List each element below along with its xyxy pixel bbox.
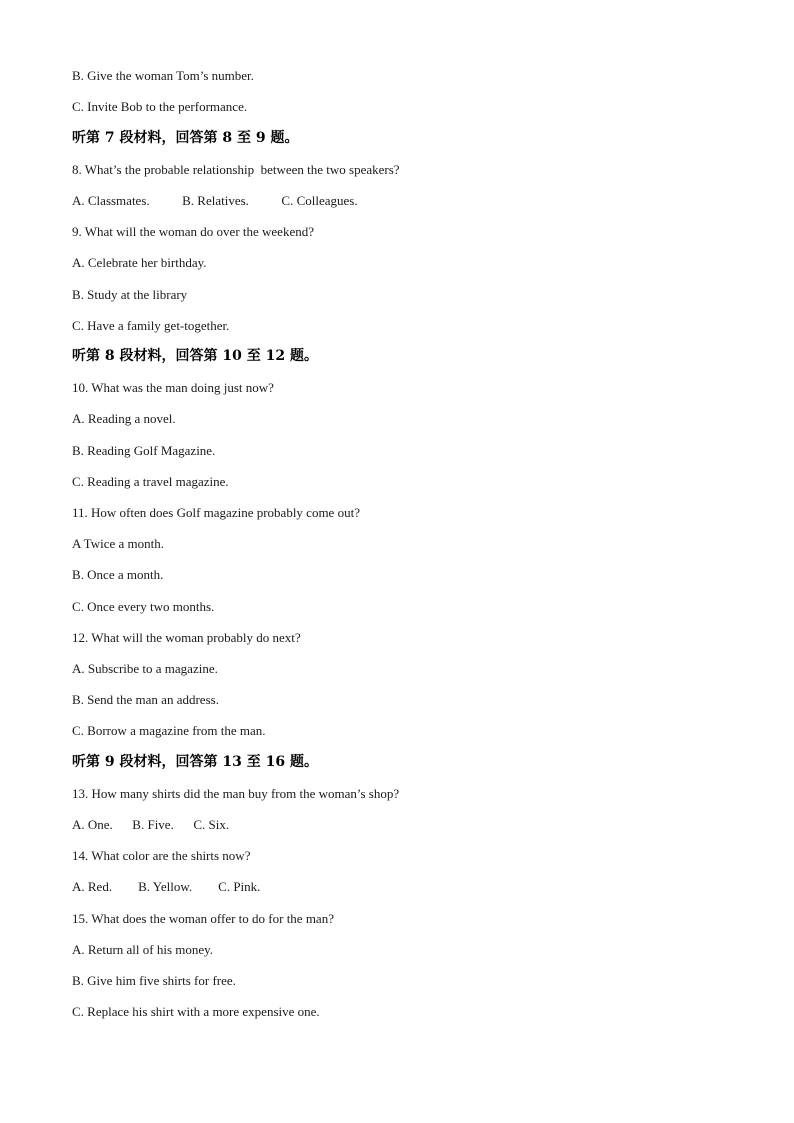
options-q13: A. One. B. Five. C. Six. [72, 817, 230, 832]
option-b-q11: B. Once a month. [72, 567, 164, 582]
section-heading-9: 听第 9 段材料，回答第 13 至 16 题。 [72, 754, 318, 770]
question-12: 12. What will the woman probably do next? [72, 630, 301, 645]
option-c-q10: C. Reading a travel magazine. [72, 474, 229, 489]
option-b-q7: B. Give the woman Tom’s number. [72, 68, 254, 83]
option-a-q10: A. Reading a novel. [72, 411, 176, 426]
option-c-q15: C. Replace his shirt with a more expensive one. [72, 1004, 320, 1019]
option-b-q9: B. Study at the library [72, 287, 188, 302]
section-heading-7: 听第 7 段材料，回答第 8 至 9 题。 [72, 130, 299, 146]
question-9: 9. What will the woman do over the weekend? [72, 224, 314, 239]
question-13: 13. How many shirts did the man buy from the woman’s shop? [72, 786, 400, 801]
question-11: 11. How often does Golf magazine probably come out? [72, 505, 360, 520]
option-a-q9: A. Celebrate her birthday. [72, 255, 207, 270]
option-c-q12: C. Borrow a magazine from the man. [72, 723, 266, 738]
question-8: 8. What’s the probable relationship between the two speakers? [72, 162, 400, 177]
option-b-q15: B. Give him five shirts for free. [72, 973, 236, 988]
option-a-q11: A Twice a month. [72, 536, 165, 551]
options-q14: A. Red. B. Yellow. C. Pink. [72, 879, 261, 894]
question-14: 14. What color are the shirts now? [72, 848, 251, 863]
option-c-q11: C. Once every two months. [72, 599, 215, 614]
option-c-q7: C. Invite Bob to the performance. [72, 99, 248, 114]
option-c-q9: C. Have a family get-together. [72, 318, 230, 333]
section-heading-8: 听第 8 段材料，回答第 10 至 12 题。 [72, 348, 318, 364]
options-q8: A. Classmates. B. Relatives. C. Colleagues. [72, 193, 358, 208]
option-a-q15: A. Return all of his money. [72, 942, 214, 957]
question-10: 10. What was the man doing just now? [72, 380, 274, 395]
option-a-q12: A. Subscribe to a magazine. [72, 661, 218, 676]
option-b-q12: B. Send the man an address. [72, 692, 219, 707]
option-b-q10: B. Reading Golf Magazine. [72, 443, 216, 458]
question-15: 15. What does the woman offer to do for the man? [72, 911, 334, 926]
